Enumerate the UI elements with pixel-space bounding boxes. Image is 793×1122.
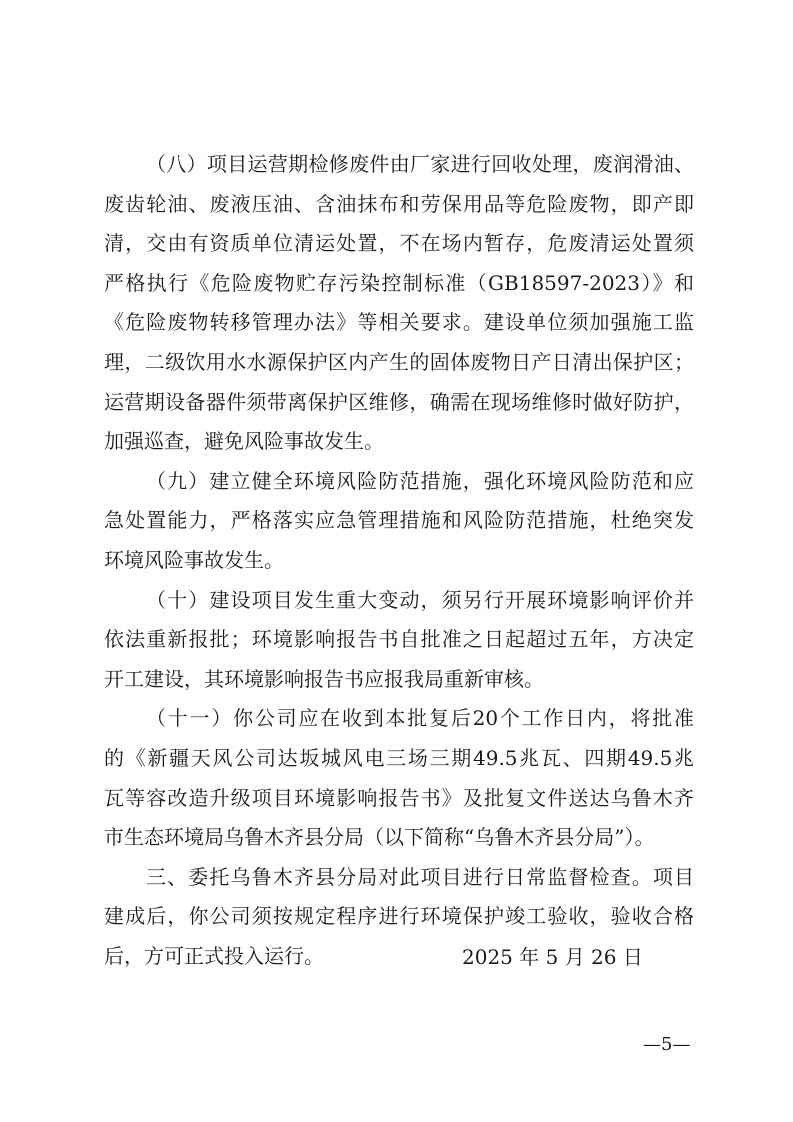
paragraph-line: 环境风险事故发生。: [104, 547, 284, 572]
paragraph-line: （十）建设项目发生重大变动，须另行开展环境影响评价并: [146, 587, 694, 612]
paragraph-line: 严格执行《危险废物贮存污染控制标准（GB18597-2023）》和: [104, 270, 694, 295]
paragraph-item-11: [104, 699, 694, 857]
paragraph-line: 后，方可正式投入运行。: [104, 943, 324, 968]
paragraph-line: 运营期设备器件须带离保护区维修，确需在现场维修时做好防护，: [104, 389, 694, 414]
paragraph-line: 建成后，你公司须按规定程序进行环境保护竣工验收，验收合格: [104, 904, 694, 929]
paragraph-line: 开工建设，其环境影响报告书应报我局重新审核。: [104, 666, 544, 691]
paragraph-item-8: [104, 145, 694, 462]
paragraph-item-10: [104, 581, 694, 700]
paragraph-line: 理，二级饮用水水源保护区内产生的固体废物日产日清出保护区；: [104, 349, 694, 374]
paragraph-line: 《危险废物转移管理办法》等相关要求。建设单位须加强施工监: [104, 310, 694, 335]
page-number: —5—: [643, 1034, 691, 1055]
paragraph-line: 废齿轮油、废液压油、含油抹布和劳保用品等危险废物，即产即: [104, 191, 694, 216]
paragraph-line: 的《新疆天风公司达坂城风电三场三期49.5兆瓦、四期49.5兆: [104, 745, 694, 770]
paragraph-line: 急处置能力，严格落实应急管理措施和风险防范措施，杜绝突发: [104, 508, 694, 533]
paragraph-line: 加强巡查，避免风险事故发生。: [104, 429, 384, 454]
paragraph-line: 依法重新报批；环境影响报告书自批准之日起超过五年，方决定: [104, 627, 694, 652]
paragraph-line: （十一）你公司应在收到本批复后20个工作日内，将批准: [146, 706, 694, 731]
paragraph-line: 瓦等容改造升级项目环境影响报告书》及批复文件送达乌鲁木齐: [104, 785, 694, 810]
document-body: [104, 145, 694, 976]
paragraph-line: （九）建立健全环境风险防范措施，强化环境风险防范和应: [146, 468, 694, 493]
paragraph-line: 清，交由有资质单位清运处置，不在场内暂存，危废清运处置须: [104, 231, 694, 256]
paragraph-line: 市生态环境局乌鲁木齐县分局（以下简称“乌鲁木齐县分局”）。: [104, 825, 655, 850]
paragraph-line: 三、委托乌鲁木齐县分局对此项目进行日常监督检查。项目: [146, 864, 694, 889]
paragraph-line: （八）项目运营期检修废件由厂家进行回收处理，废润滑油、: [146, 152, 694, 176]
document-date: 2025 年 5 月 26 日: [462, 945, 643, 969]
paragraph-item-9: [104, 462, 694, 581]
